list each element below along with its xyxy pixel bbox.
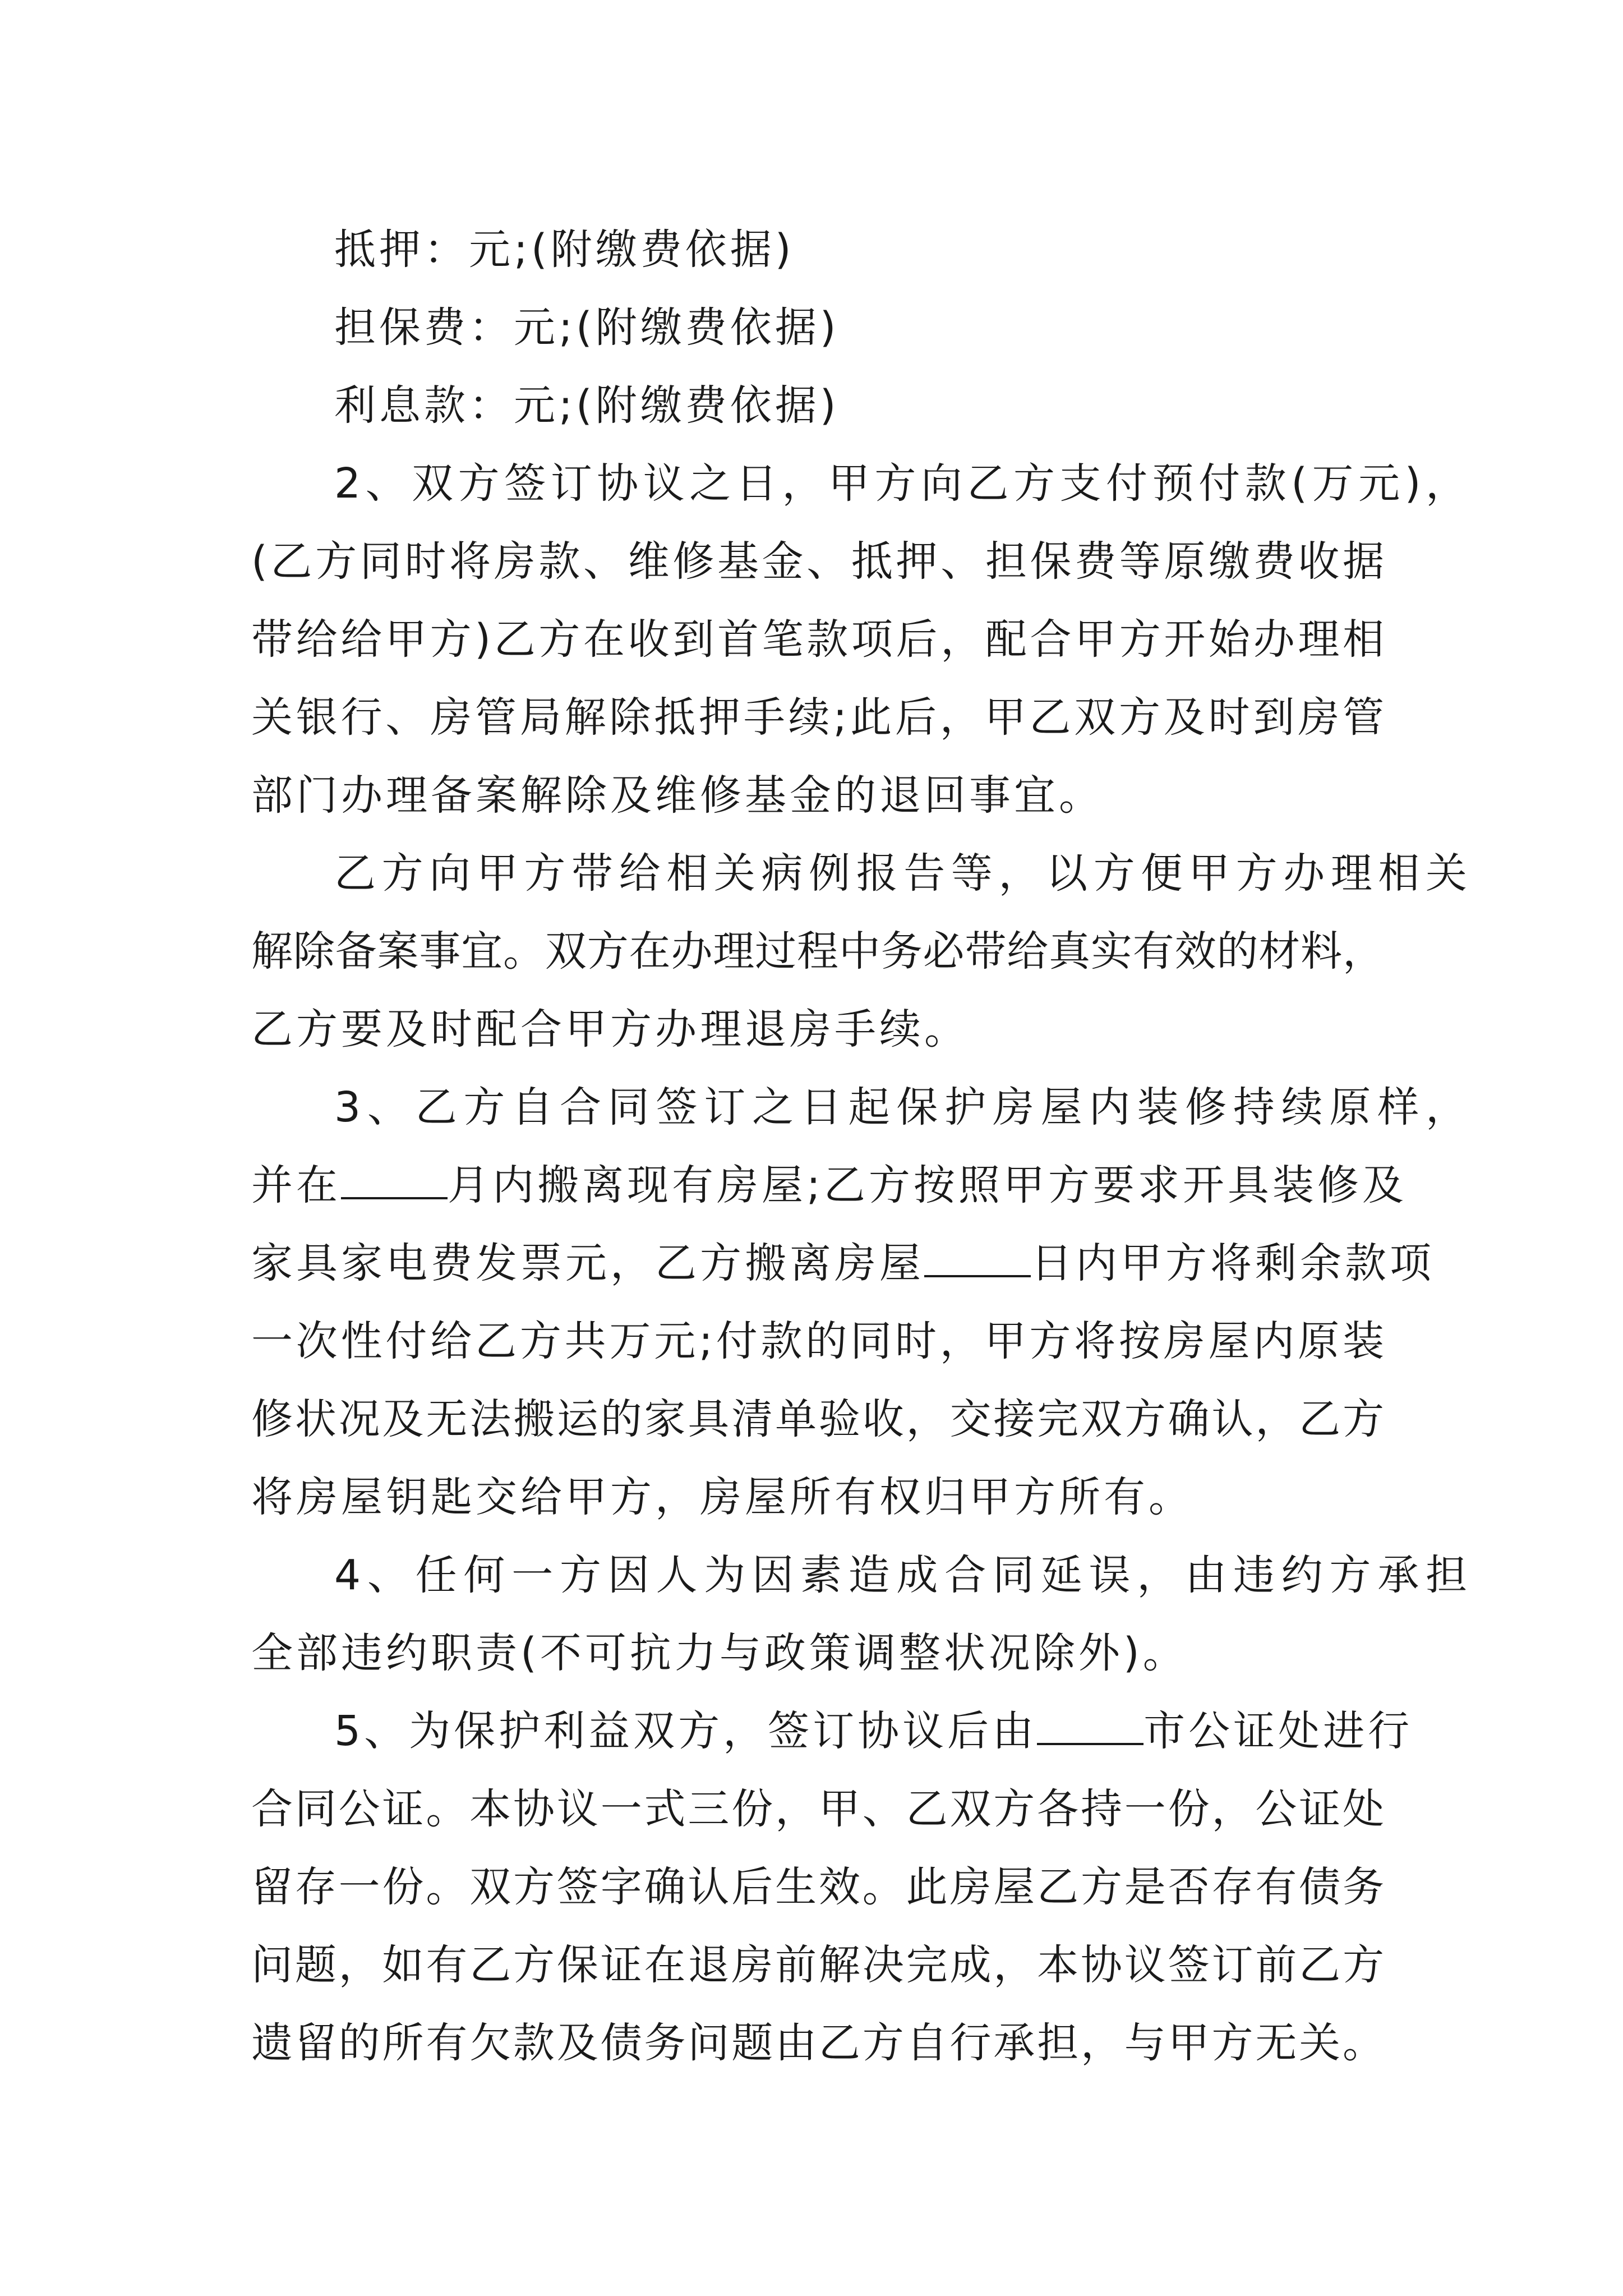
- clause-5-line-2: 合同公证。本协议一式三份，甲、乙双方各持一份，公证处: [251, 1785, 1384, 1833]
- clause-3-line-1: 3、乙方自合同签订之日起保护房屋内装修持续原样，: [334, 1083, 1467, 1131]
- clause-2-line-3: 带给给甲方)乙方在收到首笔款项后，配合甲方开始办理相: [251, 615, 1384, 664]
- clause-3-line-6: 将房屋钥匙交给甲方，房屋所有权归甲方所有。: [251, 1473, 1193, 1521]
- clause-5-line-4: 问题，如有乙方保证在退房前解决完成，本协议签订前乙方: [251, 1941, 1384, 1989]
- text-segment: 并在: [251, 1161, 341, 1209]
- interest-line: 利息款：元;(附缴费依据): [334, 381, 840, 430]
- clause-2-line-2: (乙方同时将房款、维修基金、抵押、担保费等原缴费收据: [251, 537, 1384, 586]
- agreement-text: [251, 211, 1467, 2082]
- fill-blank: [1037, 1704, 1144, 1745]
- fill-blank: [924, 1236, 1031, 1277]
- fill-blank: [341, 1158, 448, 1199]
- clause-5-line-1: [251, 1692, 1413, 1770]
- clause-5-line-5: 遗留的所有欠款及债务问题由乙方自行承担，与甲方无关。: [251, 2019, 1384, 2067]
- text-segment: 市公证处进行: [1144, 1707, 1413, 1755]
- paragraph-line-1: 乙方向甲方带给相关病例报告等，以方便甲方办理相关: [334, 849, 1467, 898]
- paragraph-line-3: 乙方要及时配合甲方办理退房手续。: [251, 1005, 969, 1053]
- text-segment: 家具家电费发票元，乙方搬离房屋: [251, 1239, 924, 1287]
- clause-2-line-1: 2、双方签订协议之日，甲方向乙方支付预付款(万元)，: [334, 459, 1467, 508]
- clause-3-line-4: 一次性付给乙方共万元;付款的同时，甲方将按房屋内原装: [251, 1317, 1384, 1365]
- text-segment: 月内搬离现有房屋;乙方按照甲方要求开具装修及: [448, 1161, 1407, 1209]
- paragraph-line-2: 解除备案事宜。双方在办理过程中务必带给真实有效的材料，: [251, 927, 1384, 976]
- clause-4-line-1: 4、任何一方因人为因素造成合同延误，由违约方承担: [334, 1551, 1467, 1599]
- clause-2-line-5: 部门办理备案解除及维修基金的退回事宜。: [251, 771, 1104, 820]
- clause-3-line-3: [251, 1225, 1435, 1303]
- clause-3-line-2: [251, 1147, 1407, 1225]
- mortgage-fee-line: 抵押：元;(附缴费依据): [334, 226, 795, 274]
- clause-3-line-5: 修状况及无法搬运的家具清单验收，交接完双方确认，乙方: [251, 1395, 1384, 1443]
- clause-2-line-4: 关银行、房管局解除抵押手续;此后，甲乙双方及时到房管: [251, 693, 1384, 742]
- text-segment: 日内甲方将剩余款项: [1031, 1239, 1435, 1287]
- guarantee-fee-line: 担保费：元;(附缴费依据): [334, 303, 840, 352]
- clause-5-line-3: 留存一份。双方签字确认后生效。此房屋乙方是否存有债务: [251, 1863, 1384, 1911]
- clause-4-line-2: 全部违约职责(不可抗力与政策调整状况除外)。: [251, 1629, 1188, 1677]
- text-segment: 5、为保护利益双方，签订协议后由: [334, 1707, 1038, 1755]
